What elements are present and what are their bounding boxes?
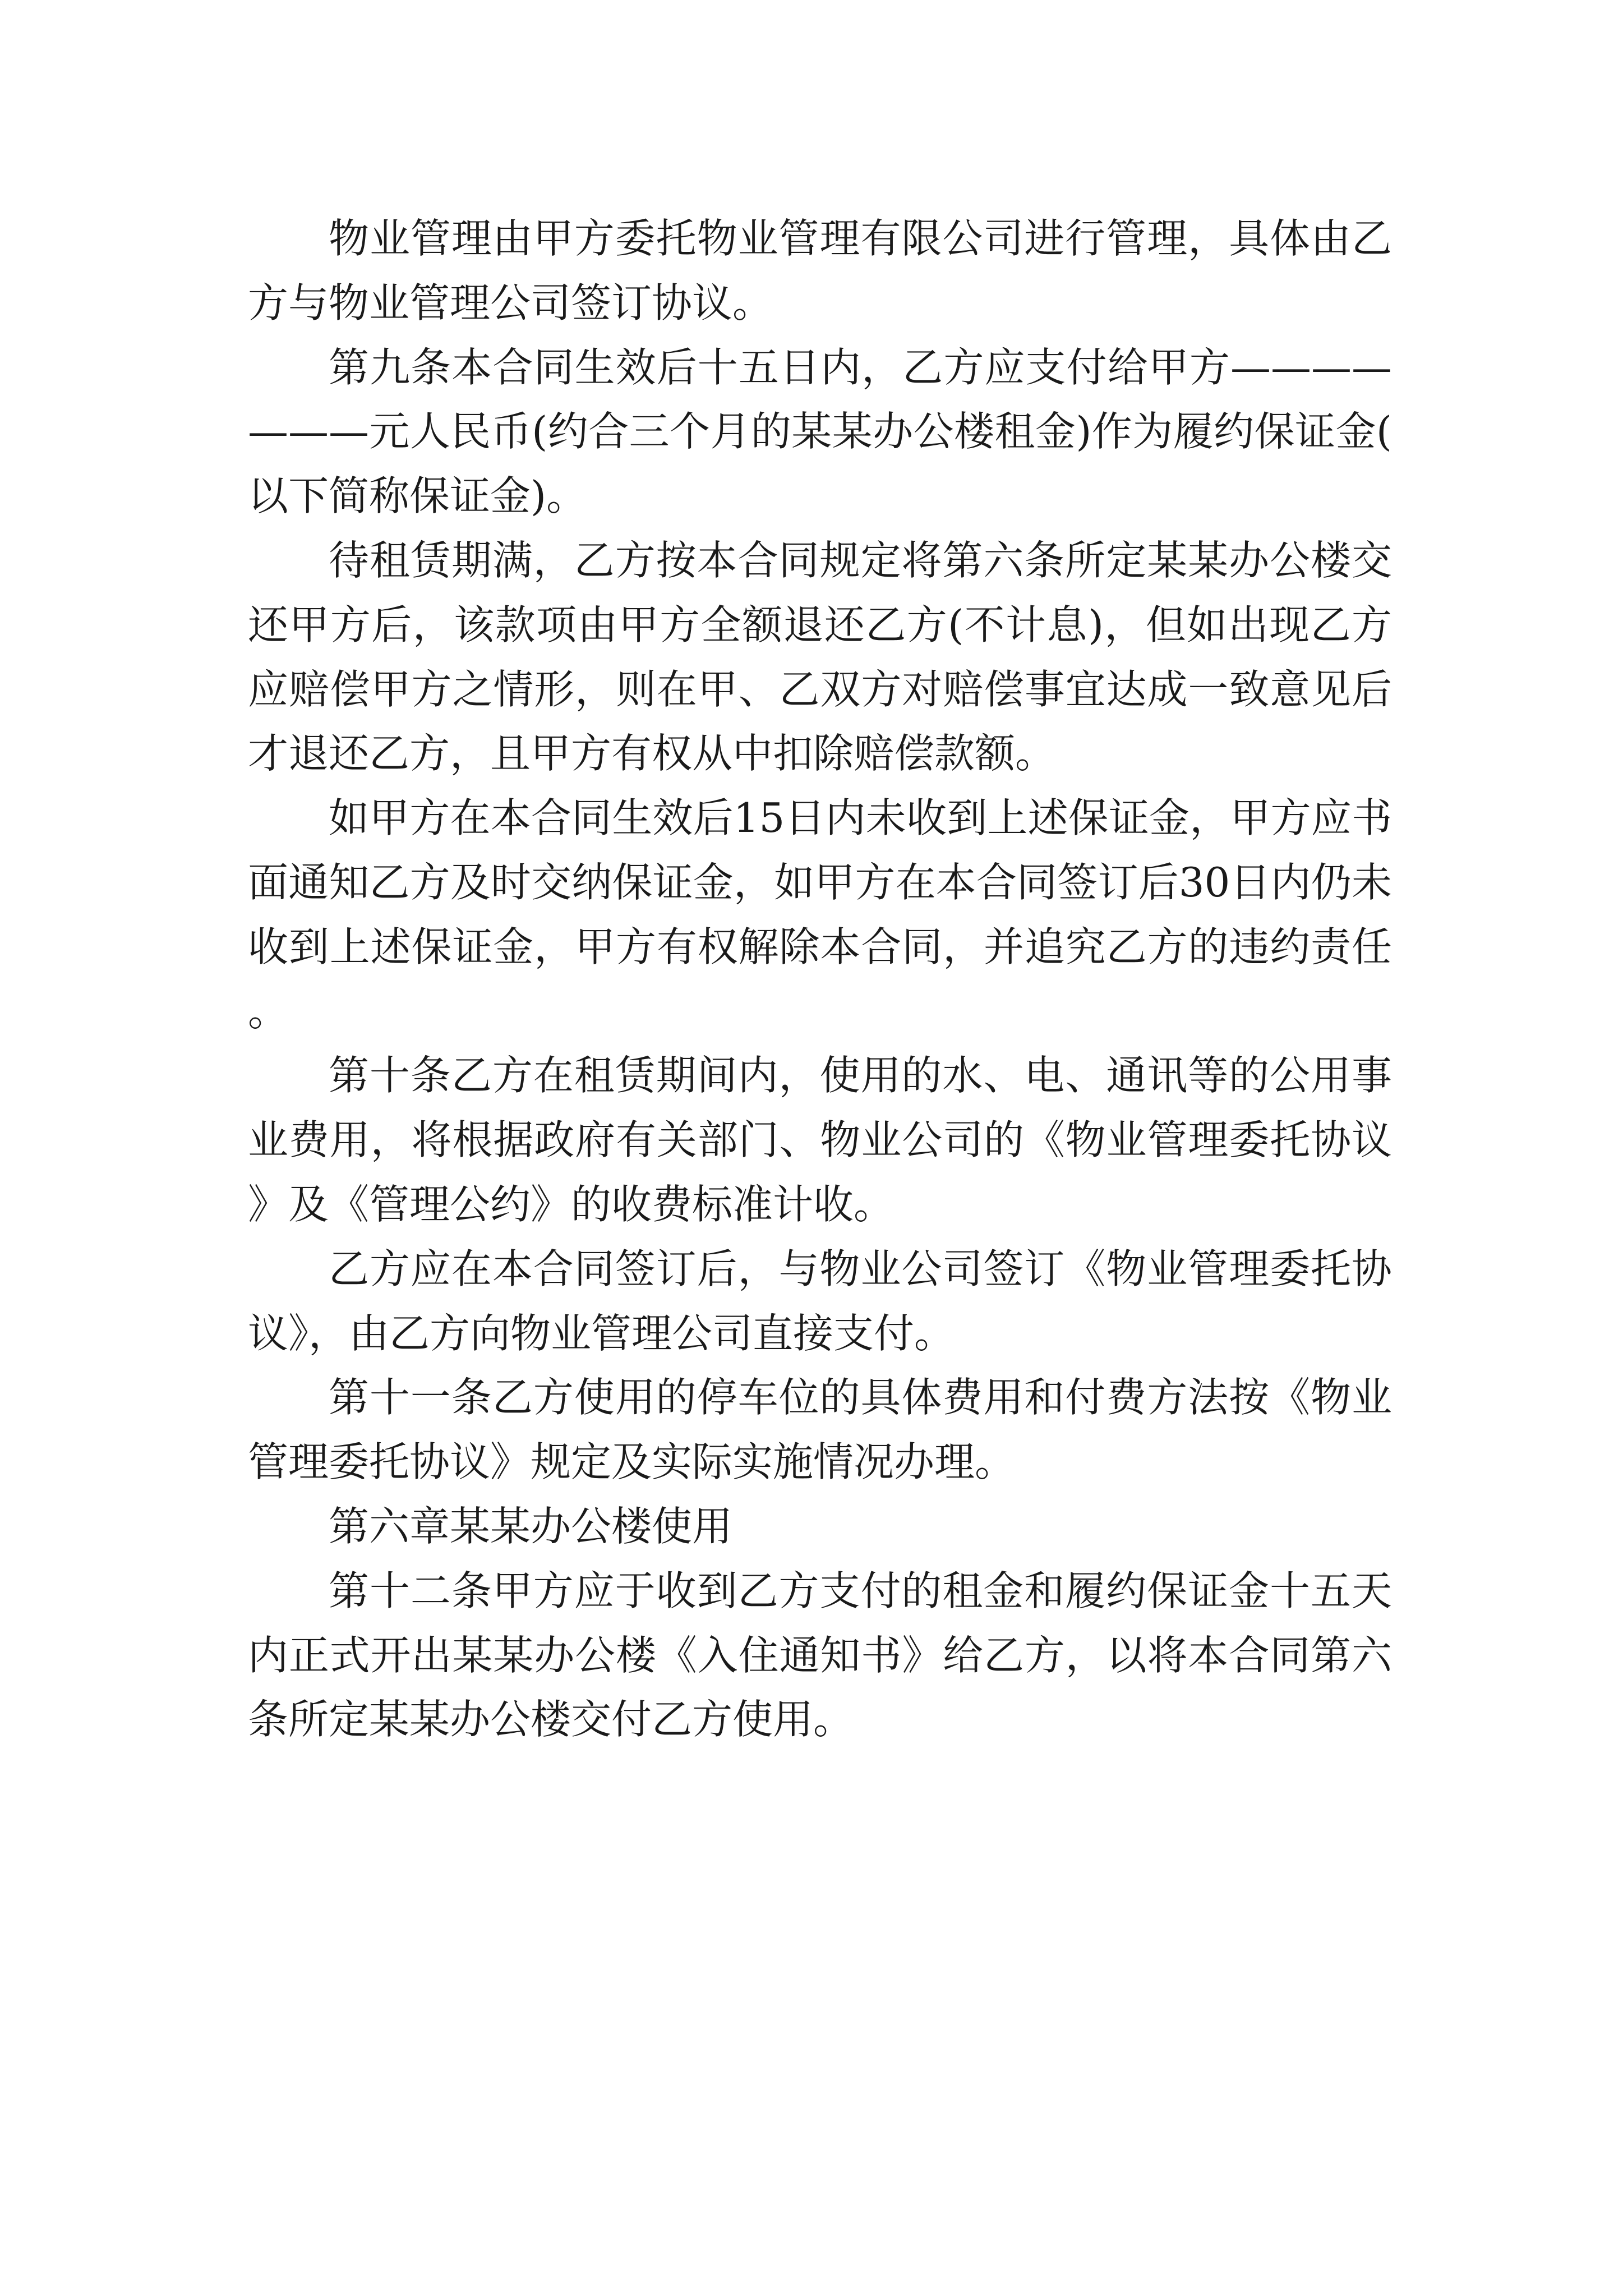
chapter-heading-6: 第六章某某办公楼使用 [329, 1502, 733, 1550]
paragraph-article-12: 第十二条甲方应于收到乙方支付的租金和履约保证金十五天内正式开出某某办公楼《入住通知书》给乙方，以将本合同第六条所定某某办公楼交付乙方使用。 [248, 1567, 1392, 1743]
paragraph-article-9: 第九条本合同生效后十五日内，乙方应支付给甲方———————元人民币(约合三个月的某某办公楼租金)作为履约保证金(以下简称保证金)。 [248, 343, 1392, 520]
paragraph-article-10: 第十条乙方在租赁期间内，使用的水、电、通讯等的公用事业费用，将根据政府有关部门、物业公司的《物业管理委托协议》及《管理公约》的收费标准计收。 [248, 1052, 1392, 1228]
paragraph-property-agreement: 乙方应在本合同签订后，与物业公司签订《物业管理委托协议》，由乙方向物业管理公司直接支付。 [248, 1245, 1392, 1357]
paragraph-property-management: 物业管理由甲方委托物业管理有限公司进行管理，具体由乙方与物业管理公司签订协议。 [248, 215, 1392, 326]
document-body [248, 206, 1392, 1752]
paragraph-article-11: 第十一条乙方使用的停车位的具体费用和付费方法按《物业管理委托协议》规定及实际实施情况办理。 [248, 1374, 1392, 1486]
paragraph-deposit-overdue: 如甲方在本合同生效后15日内未收到上述保证金，甲方应书面通知乙方及时交纳保证金，如甲方在本合同签订后30日内仍未收到上述保证金，甲方有权解除本合同，并追究乙方的违约责任。 [248, 794, 1392, 1035]
paragraph-deposit-refund: 待租赁期满，乙方按本合同规定将第六条所定某某办公楼交还甲方后，该款项由甲方全额退还乙方(不计息)，但如出现乙方应赔偿甲方之情形，则在甲、乙双方对赔偿事宜达成一致意见后才退还乙方，且甲方有权从中扣除赔偿款额。 [248, 536, 1392, 777]
